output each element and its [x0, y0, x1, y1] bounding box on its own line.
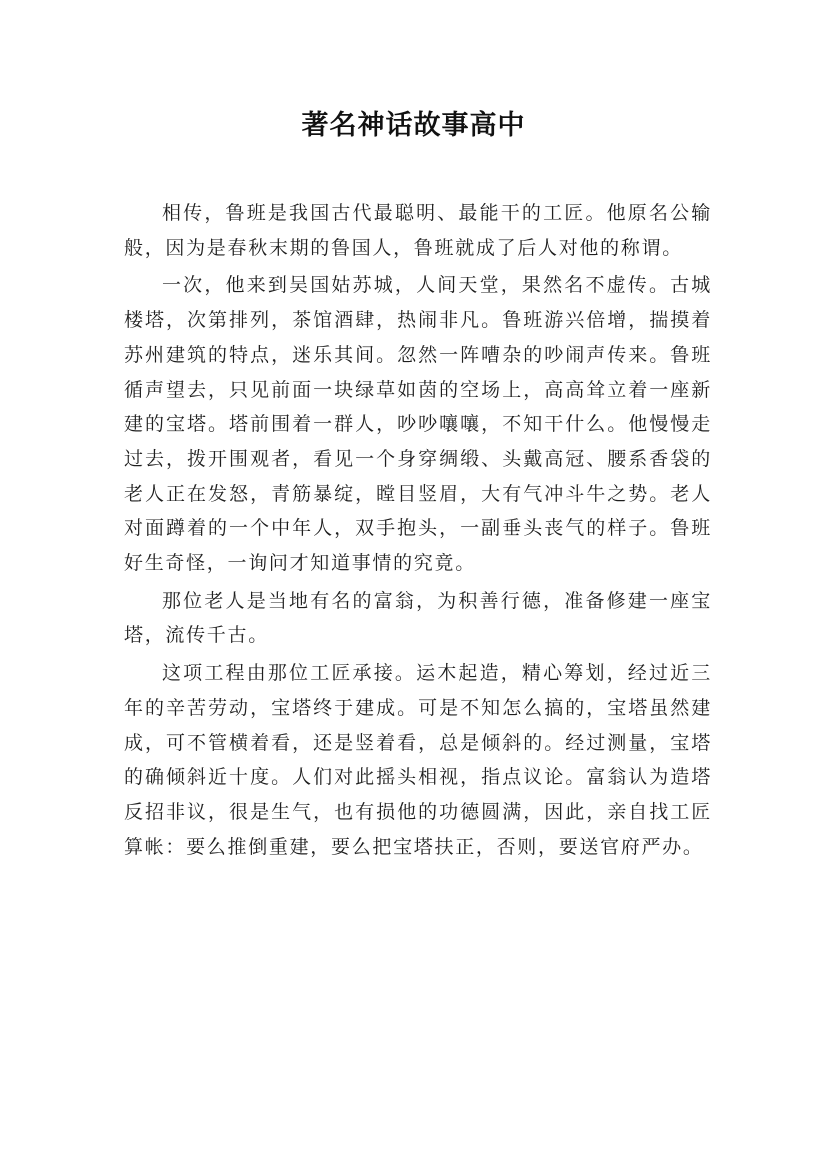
paragraph: 相传，鲁班是我国古代最聪明、最能干的工匠。他原名公输般，因为是春秋末期的鲁国人，鲁班就成了后人对他的称谓。: [124, 202, 712, 259]
document-body: [124, 196, 712, 867]
paragraph: 这项工程由那位工匠承接。运木起造，精心筹划，经过近三年的辛苦劳动，宝塔终于建成。可是不知怎么搞的，宝塔虽然建成，可不管横着看，还是竖着看，总是倾斜的。经过测量，宝塔的确倾斜近十度。人们对此摇头相视，指点议论。富翁认为造塔反招非议，很是生气，也有损他的功德圆满，因此，亲自找工匠算帐：要么推倒重建，要么把宝塔扶正，否则，要送官府严办。: [124, 662, 712, 858]
paragraph: 那位老人是当地有名的富翁，为积善行德，准备修建一座宝塔，流传千古。: [124, 589, 712, 647]
document-title: 著名神话故事高中: [301, 110, 526, 141]
paragraph: 一次，他来到吴国姑苏城，人间天堂，果然名不虚传。古城楼塔，次第排列，茶馆酒肆，热闹非凡。鲁班游兴倍增，揣摸着苏州建筑的特点，迷乐其间。忽然一阵嘈杂的吵闹声传来。鲁班循声望去，只见前面一块绿草如茵的空场上，高高耸立着一座新建的宝塔。塔前围着一群人，吵吵嚷嚷，不知干什么。他慢慢走过去，拨开围观者，看见一个身穿绸缎、头戴高冠、腰系香袋的老人正在发怒，青筋暴绽，瞠目竖眉，大有气冲斗牛之势。老人对面蹲着的一个中年人，双手抱头，一副垂头丧气的样子。鲁班好生奇怪，一询问才知道事情的究竟。: [124, 274, 712, 575]
